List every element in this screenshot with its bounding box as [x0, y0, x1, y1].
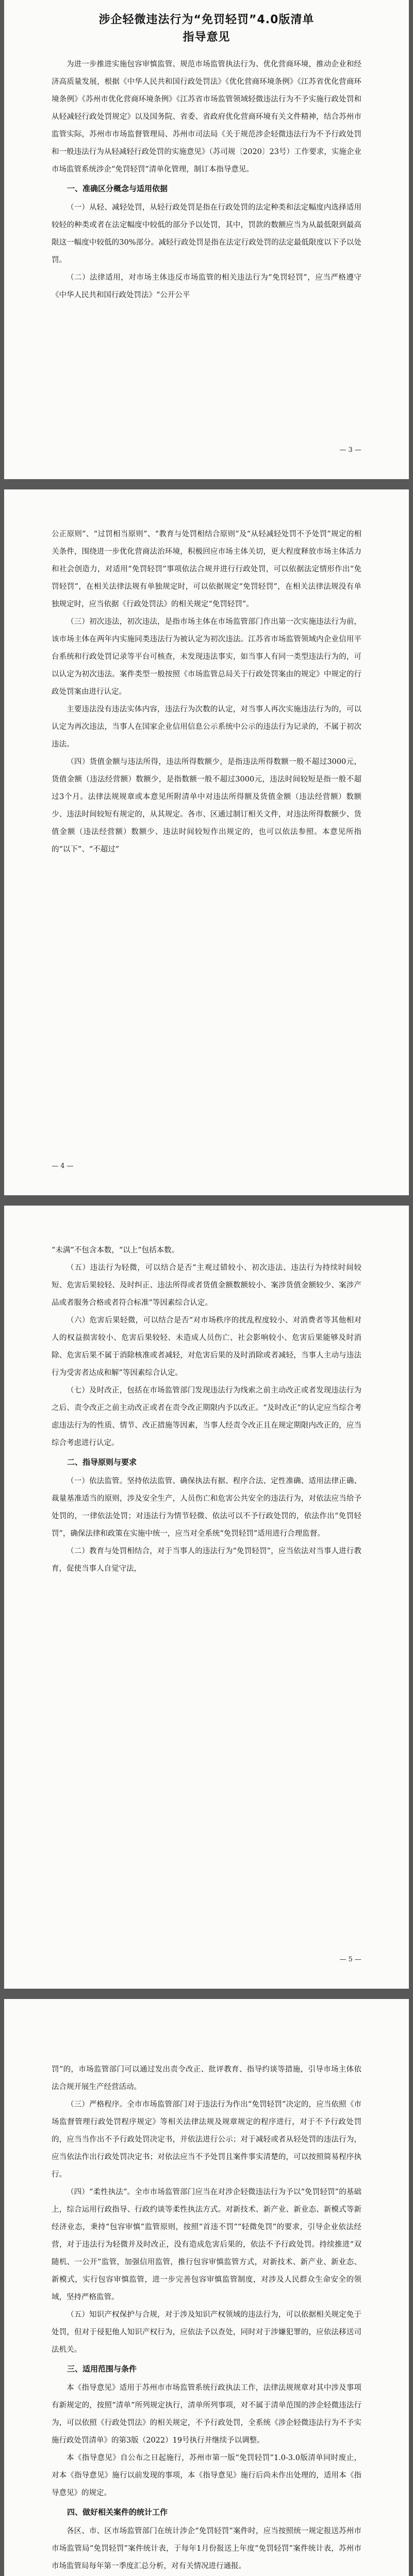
page-number: — 4 — [52, 1162, 74, 1170]
paragraph-continued: “未满”不包含本数，“以上”包括本数。 [52, 1246, 179, 1255]
paragraph: （一）从轻、减轻处罚，从轻行政处罚是指在行政处罚的法定种类和法定幅度内选择适用较轻的种类或者在法定幅度中较低的部分予以处罚，其中，罚款的数额应当为从最低限到最高限这一幅度中较低的30%部分。减轻行政处罚是指在法定行政处罚的法定最低限度以下予以处罚。 [52, 204, 361, 264]
title-line-1: 涉企轻微违法行为“免罚轻罚”4.0版清单 [98, 13, 315, 26]
document-page-2 [4, 489, 409, 1195]
paragraph: （三）严格程序。全市市场监管部门对于违法行为作出“免罚轻罚”决定的，应当依照《市场监督管理行政处罚程序规定》等相关法律法规及规章规定的程序进行，对于不予行政处罚的，应当当作出不予行政处罚决定书，并依法进行公示；对于减轻或者从轻处罚的违法行为，应当依法作出行政处罚决定书；对依法应当不予处罚且案件事实清楚的，可以按照简易程序执行。 [52, 2100, 361, 2179]
document-page-1 [4, 0, 409, 479]
paragraph: 各区、市、区市场监管部门在统计涉企“免罚轻罚”案件时，应当按照统一规定报送苏州市市场监管局“免罚轻罚”案件统计表，于每年1月份报送上年度“免罚轻罚”案件统计表，苏州市市场监管局每年第一季度汇总分析，对有关情况进行通报。 [52, 2527, 361, 2570]
paragraph: （五）知识产权保护与合规，对于涉及知识产权领域的违法行为，可以依据相关规定免于处罚，但对于侵犯他人知识产权行为，应依法予以查处，同时对于涉嫌犯罪的，应依法移送司法机关。 [52, 2311, 361, 2354]
paragraph: 本《指导意见》适用于苏州市市场监管系统行政执法工作，法律法规规章对其中涉及事项有新规定的，按照“清单”所列规定执行，清单所列事项，对不属于清单范围的涉企轻微违法行为，可以依照《行政处罚法》的相关规定，不予行政处罚，全系统《涉企轻微违法行为不予实施行政处罚清单》的第3版（2022）19号执行并继续予以调整。 [52, 2384, 361, 2445]
section-heading-1: 一、准确区分概念与适用依据 [67, 184, 168, 193]
section-heading-2: 二、指导原则与要求 [67, 1458, 137, 1467]
paragraph: （四）“柔性执法”。全市市场监管部门应当在对涉企轻微违法行为予以“免罚轻罚”的基础上，综合运用行政指导、行政约谈等柔性执法方式。对新技术、新产业、新业态、新模式等新经济业态，秉持“包容审慎”监管原则，按照“首违不罚”“轻微免罚”的要求，引导企业依法经营，对于违法行为轻微并及时改正，没有造成危害后果的，依法不予行政处罚。持续推进“双随机、一公开”监管，加强信用监管，推行包容审慎监管方式，对新技术、新产业、新业态、新模式，实行包容审慎监管，进一步完善包容审慎监管制度，对涉及人民群众生命安全的领域，坚持严格监管。 [52, 2188, 361, 2301]
document-page-4 [4, 1999, 409, 2576]
paragraph: （六）危害后果轻微，可以结合是否“对市场秩序的扰乱程度较小、对消费者等其他相对人的权益损害较小、危害后果较轻、未造成人员伤亡、社会影响较小、危害后果能够及时消除、危害后果不属于消除核准或者减轻，对危害后果的及时消除或者减轻，当事人主动与违法行为受害者达成和解”等因素综合认定。 [52, 1316, 361, 1377]
page-number: — 5 — [339, 1956, 361, 1963]
paragraph: （四）货值金额与违法所得，违法所得数额少，是指违法所得数额一般不超过3000元，货值金额（违法经营额）数额少，是指数额一般不超过3000元，违法时间较短是指一般不超过3个月。法律法规规章或本意见所附清单中对违法所得额及货值金额（违法经营额）数额少、违法时间较短有规定的，从其规定。各市、区通过制订相关文件，对违法所得数额少、货值金额（违法经营额）数额少、违法时间较短作出规定的，也可以依法参照。本意见所指的“以下”、“不超过” [52, 758, 361, 854]
document-title [52, 11, 361, 46]
section-heading-4: 四、做好相关案件的统计工作 [67, 2507, 168, 2517]
intro-paragraph: 为进一步推进实施包容审慎监管、规范市场监管执法行为、优化营商环境，推动企业和经济高质量发展，根据《中华人民共和国行政处罚法》《优化营商环境条例》《江苏省优化营商环境条例》《苏州市优化营商环境条例》《江苏省市场监管领域轻微违法行为不予实施行政处罚和从轻减轻行政处罚规定》以及国务院、省委、省政府优化营商环境有关文件精神，结合苏州市监管实际，苏州市市场监督管理局、苏州市司法局《关于规范涉企轻微违法行为不予行政处罚和一般违法行为从轻减轻行政处罚的实施意见》（苏司规〔2020〕23号）工作要求，实施企业市场监管系统涉企“免罚轻罚”清单化管理，制订本指导意见。 [52, 60, 361, 174]
paragraph: （三）初次违法，初次违法，是指市场主体在市场监管部门作出第一次实施违法行为前，该市场主体在两年内实施同类违法行为被认定为初次违法。江苏省市场监管领域内企业信用平台系统和行政处罚记录等平台可核查，未发现违法事实，如当事人有同一类型违法行为的，可以认定为初次违法。案件类型一般按照《市场监管总局关于行政处罚案由的规定》中规定的行政处罚案由进行认定。 [52, 618, 361, 696]
paragraph: 主要违法没有违法实体内容，违法行为次数的认定，对当事人再次实施违法行为的，可以认定为再次违法，当事人在国家企业信用信息公示系统中公示的违法行为记录的，不属于初次违法。 [52, 705, 361, 749]
paragraph: 本《指导意见》自公布之日起施行，苏州市第一版“免罚轻罚”1.0-3.0版清单同时废止，对本《指导意见》施行以前发现的事项，本《指导意见》施行后尚未作出处理的，适用本《指导意见》的规定。 [52, 2454, 361, 2497]
title-line-2: 指导意见 [183, 31, 230, 44]
page-number: — 3 — [339, 446, 361, 454]
paragraph: （七）及时改正，包括在市场监管部门发现违法行为线索之前主动改正或者发现违法行为之后、责令改正之前主动改正或者在责令改正期限内予以改正。“及时改正”的认定应当综合考虑违法行为的性质、情节、改正措施等因素，当事人经责令改正且在规定期限内改正的，应当综合考虑进行认定。 [52, 1386, 361, 1447]
paragraph: （一）依法监管。坚持依法监管、确保执法有据、程序合法、定性准确、适用法律正确、裁量基准适当的原则，涉及安全生产，人员伤亡和危害公共安全的违法行为，对依法应当给予处罚的，一律依法处罚；对违法行为情节轻微、依法可以不予行政处罚的，依法作出“免罚轻罚”，确保法律和政策在实施中统一，应当对全系统“免罚轻罚”适用进行合理监督。 [52, 1477, 361, 1538]
paragraph: （二）教育与处罚相结合，对于当事人的违法行为“免罚轻罚”，应当依法对当事人进行教育，促使当事人自觉守法， [52, 1547, 361, 1573]
paragraph: （二）法律适用，对市场主体违反市场监管的相关违法行为“免罚轻罚”，应当严格遵守《中华人民共和国行政处罚法》“公开公平 [52, 274, 361, 299]
document-page-3 [4, 1206, 409, 1989]
section-heading-3: 三、适用范围与条件 [67, 2364, 137, 2374]
paragraph-continued: 罚”的，市场监管部门可以通过发出责令改正、批评教育、指导约谈等措施，引导市场主体依法合规开展生产经营活动。 [52, 2065, 361, 2091]
paragraph-continued: 公正原则”、“过罚相当原则”、“教育与处罚相结合原则”及“从轻减轻处罚不予处罚”规定的相关条件，围绕进一步优化营商法治环境，积极回应市场主体关切，更大程度释放市场主体活力和社会创造力，对适用“免罚轻罚”事项依法合规并进行行政处罚，可以依据法定情形作出“免罚轻罚”，在相关法律法规有单独规定时，可以依据规定“免罚轻罚”，在相关法律法规没有单独规定时，应当依据《行政处罚法》的相关规定“免罚轻罚”。 [52, 530, 361, 608]
paragraph: （五）违法行为轻微，可以结合是否“主观过错较小、初次违法、违法行为持续时间较短、危害后果较轻、及时纠正、违法所得或者货值金额数额较小、案涉货值金额较少、案涉产品或者服务合格或者符合标准”等因素综合认定。 [52, 1264, 361, 1307]
